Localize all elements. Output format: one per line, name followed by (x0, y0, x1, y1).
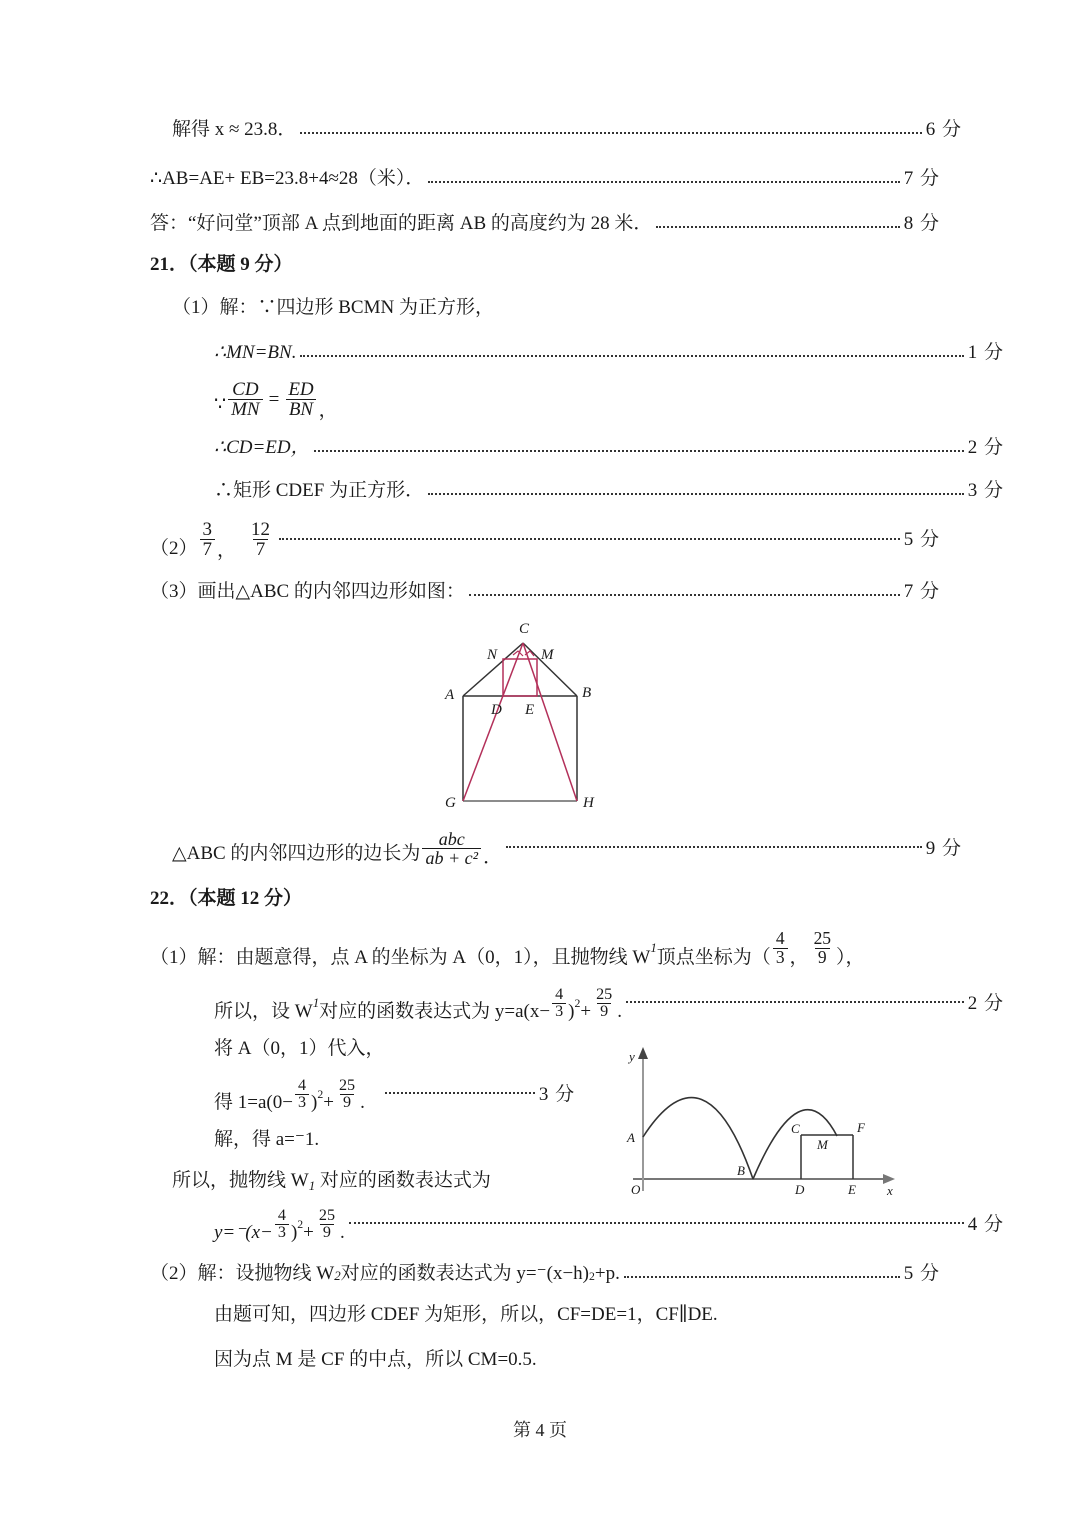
fraction-25-9-vertex: $\frac{25}{9}$ (813, 928, 832, 968)
fraction-4-3-final: $\frac{4}{3}$ (275, 1208, 289, 1242)
dot-leader (385, 1091, 535, 1094)
dot-leader (656, 225, 899, 228)
q22-p7-pre: （2）解：设抛物线 W (150, 1262, 335, 1284)
q22-rectangle-statement: 由题可知，四边形 CDEF 为矩形，所以，CF=DE=1，CF∥DE. (214, 1303, 718, 1325)
fraction-25-9-final: $\frac{25}{9}$ (318, 1206, 336, 1242)
q22-p1-part2: 顶点坐标为（ (656, 946, 771, 968)
q22-derivation-with-graph (150, 1039, 940, 1204)
graph-label-M: M (817, 1136, 828, 1152)
q22-p1b-plus: + (580, 1000, 592, 1022)
q22-p1b-mid: 对应的函数表达式为 y=a(x− (319, 1000, 551, 1022)
inner-square-nmed (503, 659, 537, 696)
dot-leader (314, 449, 964, 452)
fraction-4-3-vertex: $\frac{4}{3}$ (773, 930, 788, 967)
q21-proportion-suffix: ， (318, 399, 338, 421)
page-content (150, 119, 1004, 1389)
q22-solve-a-line: 解，得 a=⁻1. (214, 1128, 320, 1150)
page-footer (0, 1415, 1080, 1443)
label-G: G (445, 794, 456, 811)
q22-p6-plus: + (303, 1221, 314, 1243)
q21-part3-score: 7 分 (903, 580, 940, 602)
q21-part1-line5-score: 3 分 (967, 479, 1004, 501)
q22-p6-sup: 2 (297, 1217, 304, 1231)
fraction-12-7: $\frac{12}{7}$ (251, 518, 271, 561)
q22-p1-mid: ， (789, 946, 809, 968)
q22-equation-line (214, 1078, 605, 1112)
q22-substitute-line: 将 A（0，1）代入， (214, 1037, 385, 1059)
dot-leader (626, 1000, 964, 1003)
graph-label-D: D (795, 1181, 805, 1197)
answer-line-7pts-score: 7 分 (903, 168, 940, 189)
q21-part1-line1: （1）解：∵四边形 BCMN 为正方形， (172, 297, 494, 318)
label-N: N (487, 646, 498, 663)
page-number: 第 4 页 (513, 1420, 567, 1440)
q21-result-suffix: ． (483, 847, 503, 869)
answer-line-8pts-text: 答：“好问堂”顶部 A 点到地面的距离 AB 的高度约为 28 米． (150, 213, 653, 234)
dot-leader (279, 537, 900, 540)
graph-label-O: O (631, 1181, 641, 1197)
q21-part3-line (150, 582, 940, 601)
q22-p3-pre: 得 1=a(0− (214, 1091, 293, 1113)
answer-line-6pts (172, 120, 962, 139)
q22-final-expression-line (214, 1208, 1004, 1242)
q21-part1-line4 (214, 438, 1004, 457)
q22-midpoint-statement: 因为点 M 是 CF 的中点，所以 CM=0.5. (214, 1348, 537, 1370)
label-D: D (491, 701, 502, 718)
q21-result-line (172, 830, 962, 868)
q22-p1b-paren: ) (568, 1000, 575, 1022)
q22-p6-score: 4 分 (967, 1214, 1004, 1236)
q22-conclusion-line (172, 1171, 605, 1193)
graph-label-x: x (887, 1182, 893, 1198)
label-A: A (445, 686, 455, 703)
q22-p6-pre: y=⁻(x− (214, 1221, 273, 1243)
q22-p3-sup: 2 (317, 1087, 324, 1101)
dot-leader (469, 593, 900, 596)
fraction-25-9-expr: $\frac{25}{9}$ (596, 985, 613, 1021)
q21-part1-line4-text: ∴CD=ED， (214, 436, 310, 458)
answer-line-7pts (150, 169, 940, 188)
fraction-4-3-sub: $\frac{4}{3}$ (295, 1078, 309, 1112)
q22-p6-paren: ) (290, 1221, 298, 1243)
dot-leader (349, 1221, 964, 1224)
q22-p7-post: 对应的函数表达式为 y=⁻(x−h) (340, 1262, 590, 1284)
label-M: M (541, 646, 554, 663)
geometry-figure-svg (415, 611, 675, 826)
answer-line-6pts-score: 6 分 (925, 119, 962, 140)
dot-leader (300, 131, 921, 134)
fraction-4-3-expr: $\frac{4}{3}$ (552, 987, 566, 1021)
q21-result-score: 9 分 (925, 837, 962, 859)
graph-label-E: E (848, 1181, 856, 1197)
q22-graph-column (605, 1039, 905, 1204)
q22-p7-score: 5 分 (903, 1262, 940, 1284)
fraction-25-9-sub: $\frac{25}{9}$ (338, 1076, 356, 1112)
label-E: E (525, 701, 535, 718)
question-21-heading (150, 255, 940, 274)
q22-p7-sub: 2 (334, 1267, 341, 1283)
q22-p5-post: 对应的函数表达式为 (315, 1169, 491, 1191)
fraction-3-7: $\frac{3}{7}$ (200, 520, 216, 560)
q21-part2-line (150, 520, 940, 560)
q22-p5-sub: 1 (308, 1177, 316, 1193)
dot-leader (624, 1275, 900, 1278)
cevian-g-c (463, 643, 523, 801)
fraction-ed-bn: $\frac{ED}{BN}$ (285, 380, 316, 420)
q22-p3-dot: . (360, 1091, 365, 1113)
q21-part2-comma: ， (217, 539, 237, 561)
fraction-abc-over-ab-plus-c2: $\frac{\text{abc}}{\text{ab + c²}}$ (422, 830, 481, 868)
answer-line-7pts-text: ∴AB=AE+ EB=23.8+4≈28（米）． (150, 168, 425, 189)
label-B: B (582, 684, 592, 701)
graph-label-C: C (791, 1120, 800, 1136)
q22-p7-tail: +p. (594, 1262, 620, 1284)
q21-proportion-line (214, 380, 940, 420)
q22-derivation-column (150, 1039, 605, 1203)
question-22-heading-text: 22．（本题 12 分） (150, 888, 303, 910)
q22-p1-sub: 1 (650, 940, 657, 956)
q22-p5-pre: 所以，抛物线 W (172, 1169, 309, 1191)
q22-part2-line (150, 1264, 940, 1283)
label-H: H (583, 794, 594, 811)
q21-part1-line5 (214, 481, 1004, 500)
graph-label-A: A (627, 1129, 635, 1145)
q21-part1-line2-score: 1 分 (967, 342, 1004, 363)
dot-leader (506, 845, 922, 848)
equals-symbol: = (268, 389, 280, 411)
q22-p1-part1: （1）解：由题意得，点 A 的坐标为 A（0，1），且抛物线 W (150, 946, 651, 968)
q22-p7-sup: 2 (589, 1270, 595, 1284)
question-22-heading (150, 889, 940, 908)
q21-part2-score: 5 分 (903, 529, 940, 551)
fraction-cd-mn: $\frac{CD}{MN}$ (228, 380, 263, 420)
q22-p1b-sup: 2 (574, 997, 581, 1011)
q21-part2-prefix: （2） (150, 537, 198, 559)
dot-leader (428, 180, 899, 183)
geometry-figure (150, 611, 940, 826)
dot-leader (300, 354, 963, 357)
q22-part1-line2 (214, 987, 1004, 1021)
q22-p3-paren: ) (311, 1091, 318, 1113)
q22-p1b-dot: . (617, 1000, 622, 1022)
q21-result-prefix: △ABC 的内邻四边形的边长为 (172, 843, 421, 865)
q22-p3-score: 3 分 (538, 1084, 576, 1106)
q22-p3-plus: + (323, 1091, 334, 1113)
answer-line-8pts (150, 214, 940, 233)
answer-line-8pts-score: 8 分 (903, 213, 940, 234)
q21-part1-line2 (214, 343, 1004, 362)
answer-line-6pts-text: 解得 x ≈ 23.8． (172, 119, 297, 140)
graph-label-y: y (629, 1048, 635, 1064)
q21-part3-text: （3）画出△ABC 的内邻四边形如图： (150, 580, 465, 602)
q21-part1-line2-text: ∴MN=BN. (214, 342, 297, 363)
q22-p6-dot: . (340, 1221, 345, 1243)
q22-p1b-sub: 1 (312, 995, 320, 1011)
q21-part1-line4-score: 2 分 (967, 436, 1004, 458)
q21-part1-line5-text: ∴矩形 CDEF 为正方形． (214, 479, 425, 501)
y-axis-arrow (638, 1047, 648, 1059)
therefore-symbol: ∵ (214, 393, 227, 415)
graph-label-F: F (857, 1119, 865, 1135)
q22-part1-line1 (150, 930, 940, 967)
cevian-h-c (523, 643, 577, 801)
graph-label-B: B (737, 1162, 745, 1178)
q22-p1-end: ）， (836, 946, 865, 968)
parabola-graph-svg (605, 1039, 905, 1199)
question-21-heading-text: 21．（本题 9 分） (150, 254, 293, 275)
q22-p1b-score: 2 分 (967, 993, 1004, 1015)
label-C: C (519, 620, 530, 637)
dot-leader (428, 492, 964, 495)
q22-p1b-pre: 所以，设 W (214, 1000, 313, 1022)
